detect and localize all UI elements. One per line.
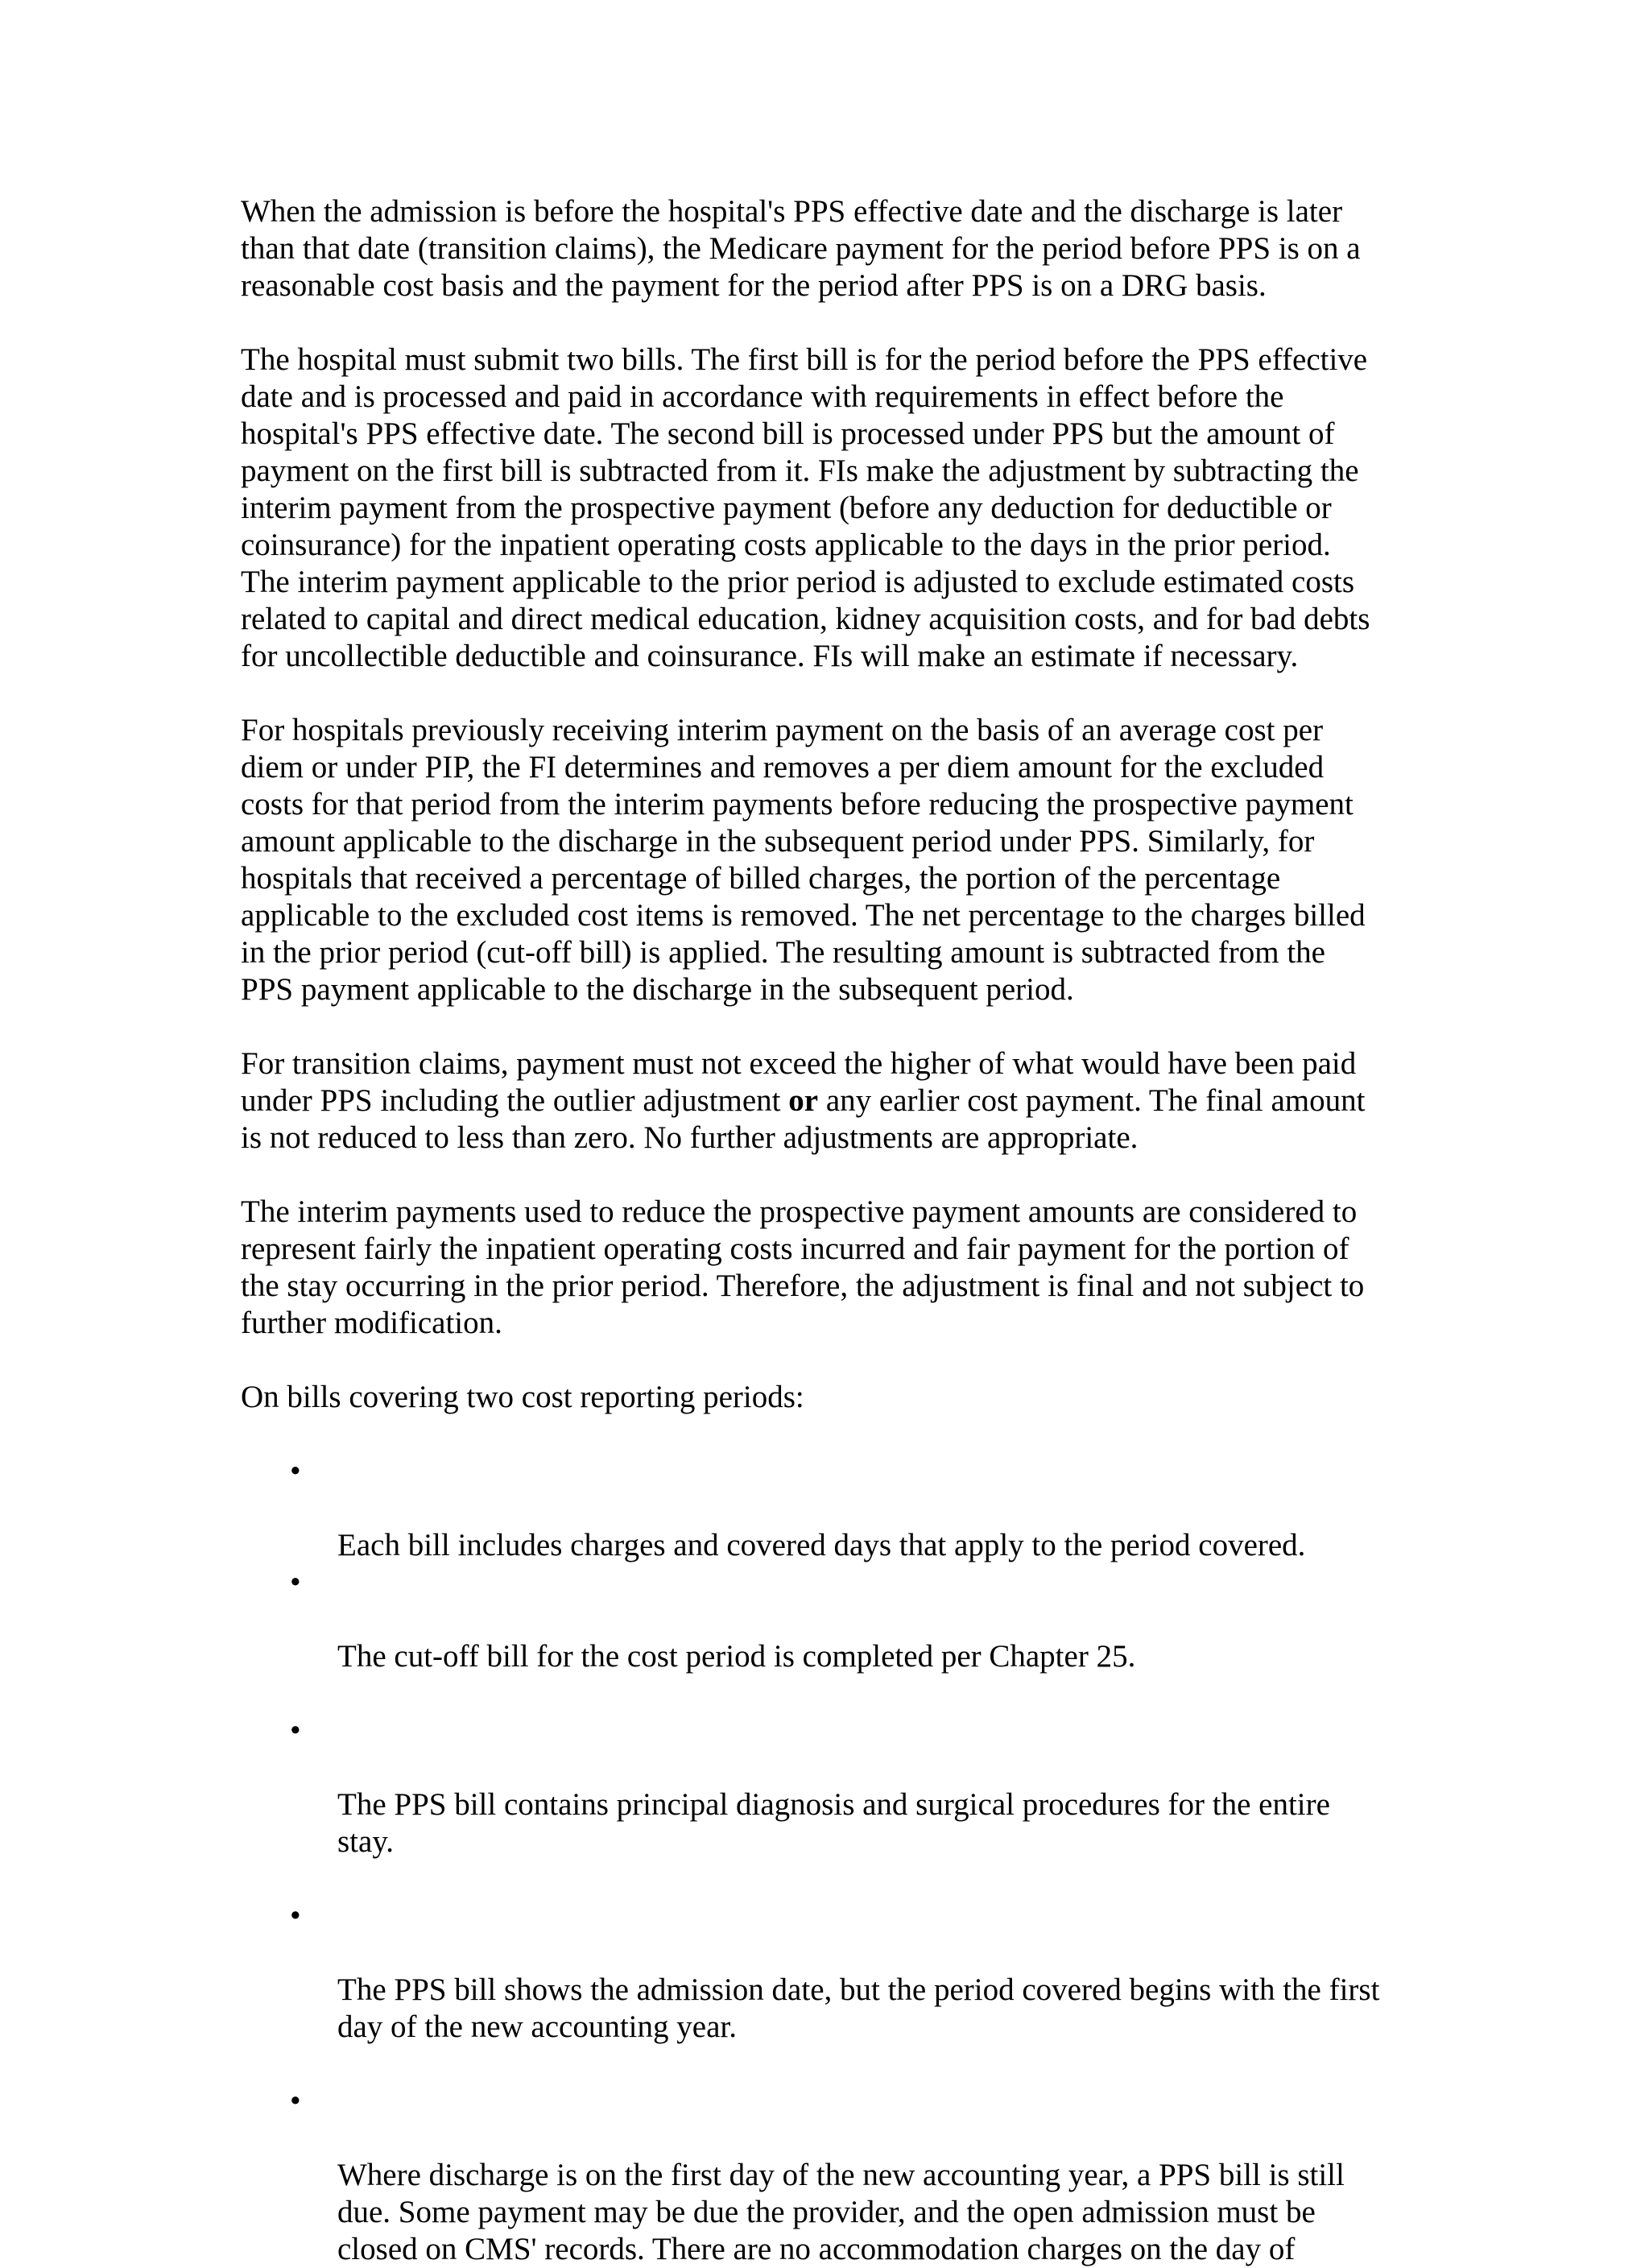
bullet-marker: • (290, 1713, 301, 1748)
bullet-text: Where discharge is on the first day of the new accounting year, a PPS bill is still due. Some payment may be due the provider, and the open admission must be closed on CMS' records. There are no accommodation charges on the day of (337, 2158, 1345, 2266)
bullet-item (241, 1712, 1416, 1860)
document-body (241, 193, 1416, 2268)
paragraph-two-periods-intro: On bills covering two cost reporting periods: (241, 1380, 804, 1414)
emphasis-or: or (788, 1083, 819, 1118)
bullet-marker: • (290, 1454, 301, 1488)
paragraph-payment-limit-part-2: any earlier cost payment. The final amount is not reduced to less than zero. No further adjustments are appropriate. (241, 1083, 1366, 1155)
bullet-text: The PPS bill shows the admission date, but the period covered begins with the first day of the new accounting year. (337, 1972, 1380, 2044)
bullet-marker: • (290, 2084, 301, 2118)
paragraph-interim-per-diem: For hospitals previously receiving interim payment on the basis of an average cost per diem or under PIP, the FI determines and removes a per diem amount for the excluded costs for that period from the interim payments before reducing the prospective payment amount applicable to the discharge in the subsequent period under PPS. Similarly, for hospitals that received a percentage of billed charges, the portion of the percentage applicable to the excluded cost items is removed. The net percentage to the charges billed in the prior period (cut-off bill) is applied. The resulting amount is subtracted from the PPS payment applicable to the discharge in the subsequent period. (241, 713, 1366, 1007)
bullet-text: The cut-off bill for the cost period is completed per Chapter 25. (337, 1639, 1136, 1674)
bullet-marker: • (290, 1565, 301, 1600)
bullet-text: Each bill includes charges and covered days that apply to the period covered. (337, 1528, 1306, 1562)
paragraph-payment-limit (241, 1045, 1416, 1157)
paragraph-final-adjustment: The interim payments used to reduce the prospective payment amounts are considered to represent fairly the inpatient operating costs incurred and fair payment for the portion of the stay occurring in the prior period. Therefore, the adjustment is final and not subject to further modification. (241, 1194, 1365, 1340)
bullet-text: The PPS bill contains principal diagnosis and surgical procedures for the entire stay. (337, 1787, 1330, 1859)
bullet-list (241, 1453, 1416, 2268)
bullet-item (241, 2083, 1416, 2268)
bullet-item (241, 1453, 1416, 1564)
paragraph-two-bills: The hospital must submit two bills. The first bill is for the period before the PPS effective date and is processed and paid in accordance with requirements in effect before the hospital's PPS effective date. The second bill is processed under PPS but the amount of payment on the first bill is subtracted from it. FIs make the adjustment by subtracting the interim payment from the prospective payment (before any deduction for deductible or coinsurance) for the inpatient operating costs applicable to the days in the prior period. The interim payment applicable to the prior period is adjusted to exclude estimated costs related to capital and direct medical education, kidney acquisition costs, and for bad debts for uncollectible deductible and coinsurance. FIs will make an estimate if necessary. (241, 342, 1370, 673)
paragraph-transition-claims: When the admission is before the hospital's PPS effective date and the discharge is later than that date (transition claims), the Medicare payment for the period before PPS is on a reasonable cost basis and the payment for the period after PPS is on a DRG basis. (241, 194, 1361, 303)
bullet-item (241, 1898, 1416, 2046)
bullet-item (241, 1564, 1416, 1675)
paragraph-payment-limit-part-1: For transition claims, payment must not exceed the higher of what would have been paid under PPS including the outlier adjustment (241, 1046, 1357, 1118)
bullet-marker: • (290, 1898, 301, 1933)
